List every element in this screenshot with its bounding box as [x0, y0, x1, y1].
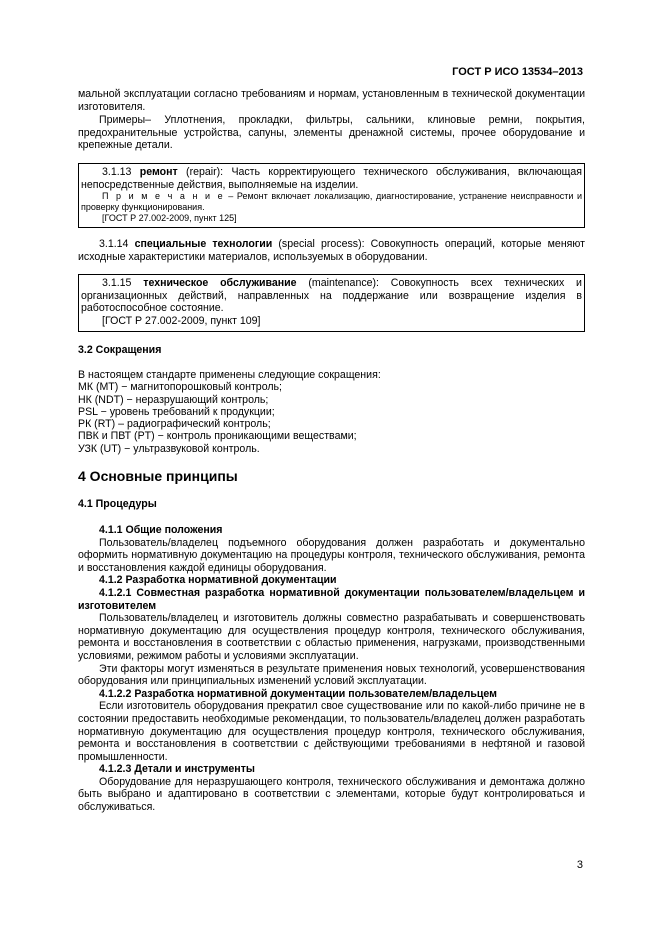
- definition-number: 3.1.14: [99, 238, 129, 250]
- section-4-1-2-title: 4.1.2 Разработка нормативной документации: [99, 574, 337, 587]
- section-4-1-2-2-title: 4.1.2.2 Разработка нормативной документации пользователем/владельцем: [99, 687, 497, 700]
- section-4-1-2-3-text: Оборудование для неразрушающего контроля, технического обслуживания и демонтажа должно быть выбрано и адаптировано в соответствии с элементами, которые будут контролироваться и обслуживаться.: [78, 775, 585, 814]
- document-code-header: ГОСТ Р ИСО 13534–2013: [452, 66, 583, 78]
- section-4-1-2-1-text: Пользователь/владелец и изготовитель должны совместно разрабатывать и совершенствовать нормативную документацию для осуществления процедур контроля, технического обслуживания, ремонта и восстановления в соответствии с областью применения, нагрузками, производственными условиями, режимом работы и условиями эксплуатации.: [78, 612, 585, 662]
- section-4-1-2-1-text2: Эти факторы могут изменяться в результате применения новых технологий, усовершенствования оборудования или принципиальных изменений условий эксплуатации.: [78, 662, 585, 688]
- definition-term-en: (special process):: [278, 238, 365, 250]
- definition-reference: [ГОСТ Р 27.002-2009, пункт 125]: [102, 213, 237, 224]
- definition-repair: [81, 166, 582, 191]
- section-4-1-1-title: 4.1.1 Общие положения: [99, 524, 223, 536]
- section-4-title: 4 Основные принципы: [78, 468, 238, 484]
- list-item: PSL − уровень требований к продукции;: [78, 405, 275, 418]
- page-number: 3: [576, 859, 583, 871]
- section-3-2-title: 3.2 Сокращения: [78, 344, 162, 356]
- definition-text: Совокупность операций, которые меняют исходные характеристики материалов, используемых в оборудовании.: [78, 238, 585, 263]
- list-item: ПВК и ПВТ (PT) − контроль проникающими веществами;: [78, 430, 357, 443]
- definition-reference: [ГОСТ Р 27.002-2009, пункт 109]: [102, 314, 261, 327]
- list-item: РК (RT) – радиографический контроль;: [78, 418, 271, 431]
- section-4-1-2-3-title: 4.1.2.3 Детали и инструменты: [99, 763, 255, 776]
- section-4-1-1-text: Пользователь/владелец подъемного оборудования должен разработать и документально оформить нормативную документацию на процедуры контроля, технического обслуживания, ремонта и восстановления каждой единицы оборудования.: [78, 536, 585, 574]
- definition-box-maintenance: [78, 274, 585, 332]
- definition-box-repair: [78, 163, 585, 228]
- list-item: НК (NDT) − неразрушающий контроль;: [78, 393, 269, 406]
- note-text: – Ремонт включает локализацию, диагностирование, устранение неисправности и проверку функционирования.: [81, 191, 582, 213]
- section-4-1-2-2-text: Если изготовитель оборудования прекратил свое существование или по какой-либо причине не в состоянии предоставить необходимые рекомендации, то пользователь/владелец должен разработать нормативную документацию для осуществления процедур контроля, технического обслуживания, ремонта и восстановления в соответствии с действующими требованиями в нефтяной и газовой промышленности.: [78, 700, 585, 763]
- definition-term-en: (maintenance):: [308, 277, 380, 289]
- list-item: УЗК (UT) − ультразвуковой контроль.: [78, 442, 260, 455]
- abbreviations-list: [78, 369, 585, 455]
- paragraph-examples: Примеры– Уплотнения, прокладки, фильтры, сальники, клиновые ремни, покрытия, предохранительные устройства, сапуны, элементы дренажной системы, прочее оборудование и крепежные детали.: [78, 114, 585, 152]
- paragraph-intro: мальной эксплуатации согласно требованиям и нормам, установленным в технической документации изготовителя.: [78, 88, 585, 113]
- section-4-1-title: 4.1 Процедуры: [78, 498, 157, 510]
- definition-maintenance: [81, 277, 582, 315]
- note-label: П р и м е ч а н и е: [102, 191, 225, 202]
- definition-number: 3.1.13: [102, 166, 132, 178]
- definition-text: Часть корректирующего технического обслуживания, включающая непосредственные действия, выполняемые на изделии.: [81, 166, 582, 191]
- definition-special-process: [78, 238, 585, 263]
- definition-text: Совокупность всех технических и организационных действий, направленных на поддержание или возвращение изделия в работоспособное состояние.: [81, 277, 582, 315]
- list-item: МК (MT) − магнитопорошковый контроль;: [78, 381, 282, 394]
- abbreviations-intro: В настоящем стандарте применены следующие сокращения:: [78, 369, 381, 381]
- definition-note: [81, 191, 582, 213]
- definition-term: ремонт: [139, 166, 178, 178]
- section-4-1-2-1-title: 4.1.2.1 Совместная разработка нормативной документации пользователем/владельцем и изготовителем: [78, 586, 585, 612]
- definition-number: 3.1.15: [102, 277, 132, 289]
- definition-term: специальные технологии: [134, 238, 273, 250]
- section-4-1-body: [78, 524, 585, 814]
- definition-term-en: (repair):: [186, 166, 224, 178]
- definition-term: техническое обслуживание: [143, 277, 297, 289]
